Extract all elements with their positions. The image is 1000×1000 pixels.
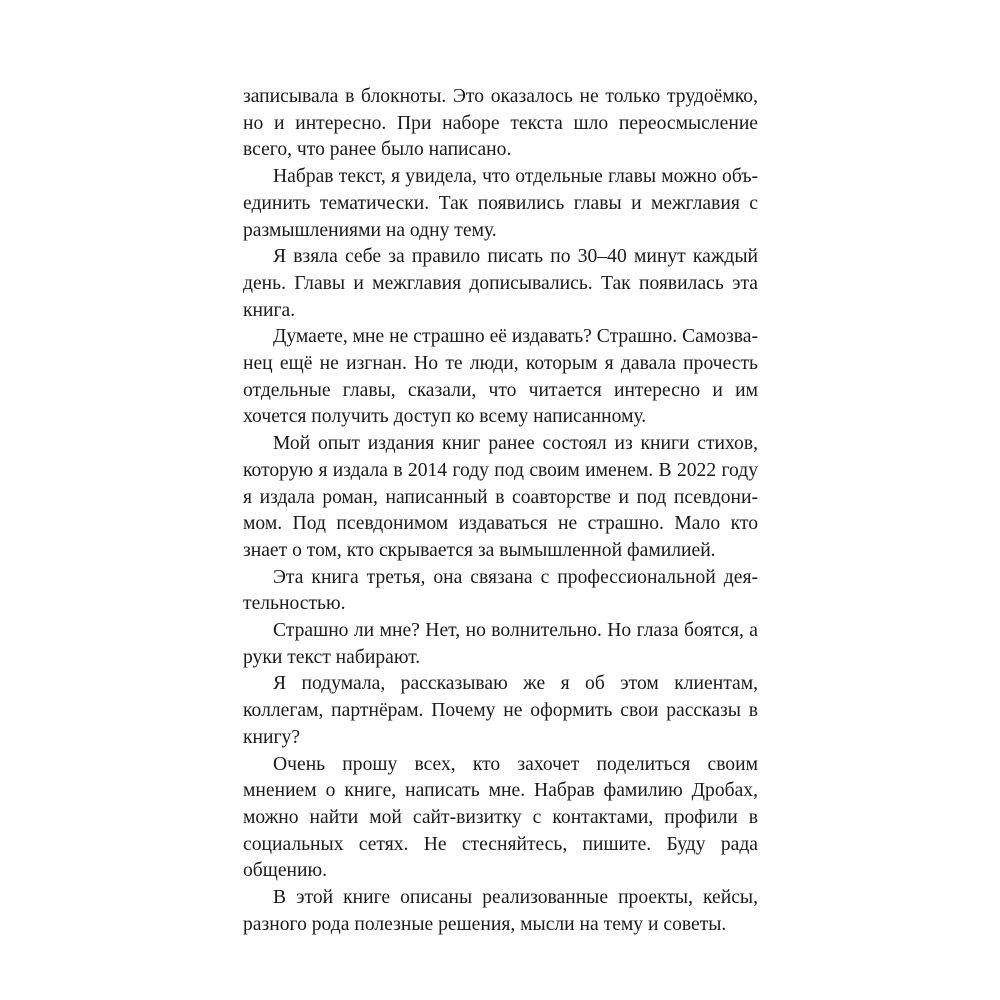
paragraph-1: записывала в блокноты. Это оказалось не только трудоёмко, но и интересно. При наборе текста шло переосмысление всего, что ранее было написано. [243,86,758,161]
paragraph-2: Набрав текст, я увидела, что отдельные главы можно объединить тематически. Так появились главы и межглавия с размышлениями на одну тему. [243,166,758,241]
paragraph-4: Думаете, мне не страшно её издавать? Страшно. Самозванец ещё не изгнан. Но те люди, которым я давала прочесть отдельные главы, сказали, что читается интересно и им хочется получить доступ ко всему написанному. [243,326,758,428]
paragraph-8: Я подумала, рассказываю же я об этом клиентам, коллегам, партнёрам. Почему не оформить свои рассказы в книгу? [243,673,758,748]
paragraph-9: Очень прошу всех, кто захочет поделиться своим мнением о книге, написать мне. Набрав фамилию Дробах, можно найти мой сайт-визитку с контактами, профили в социальных сетях. Не стесняйтесь, пишите. Буду рада общению. [243,753,758,882]
paragraph-3: Я взяла себе за правило писать по 30–40 минут каждый день. Главы и межглавия дописывались. Так появилась эта книга. [243,246,758,321]
paragraph-10: В этой книге описаны реализованные проекты, кейсы, разного рода полезные решения, мысли на тему и советы. [243,887,758,935]
paragraph-7: Страшно ли мне? Нет, но волнительно. Но глаза боятся, а руки текст набирают. [243,620,758,668]
paragraph-5: Мой опыт издания книг ранее состоял из книги стихов, которую я издала в 2014 году под своим именем. В 2022 году я издала роман, написанный в соавторстве и под псевдонимом. Под псевдонимом издаваться не страшно. Мало кто знает о том, кто скрывается за вымышленной фамилией. [243,433,758,561]
paragraph-6: Эта книга третья, она связана с профессиональной деятельностью. [243,566,758,615]
body-text [243,84,758,939]
